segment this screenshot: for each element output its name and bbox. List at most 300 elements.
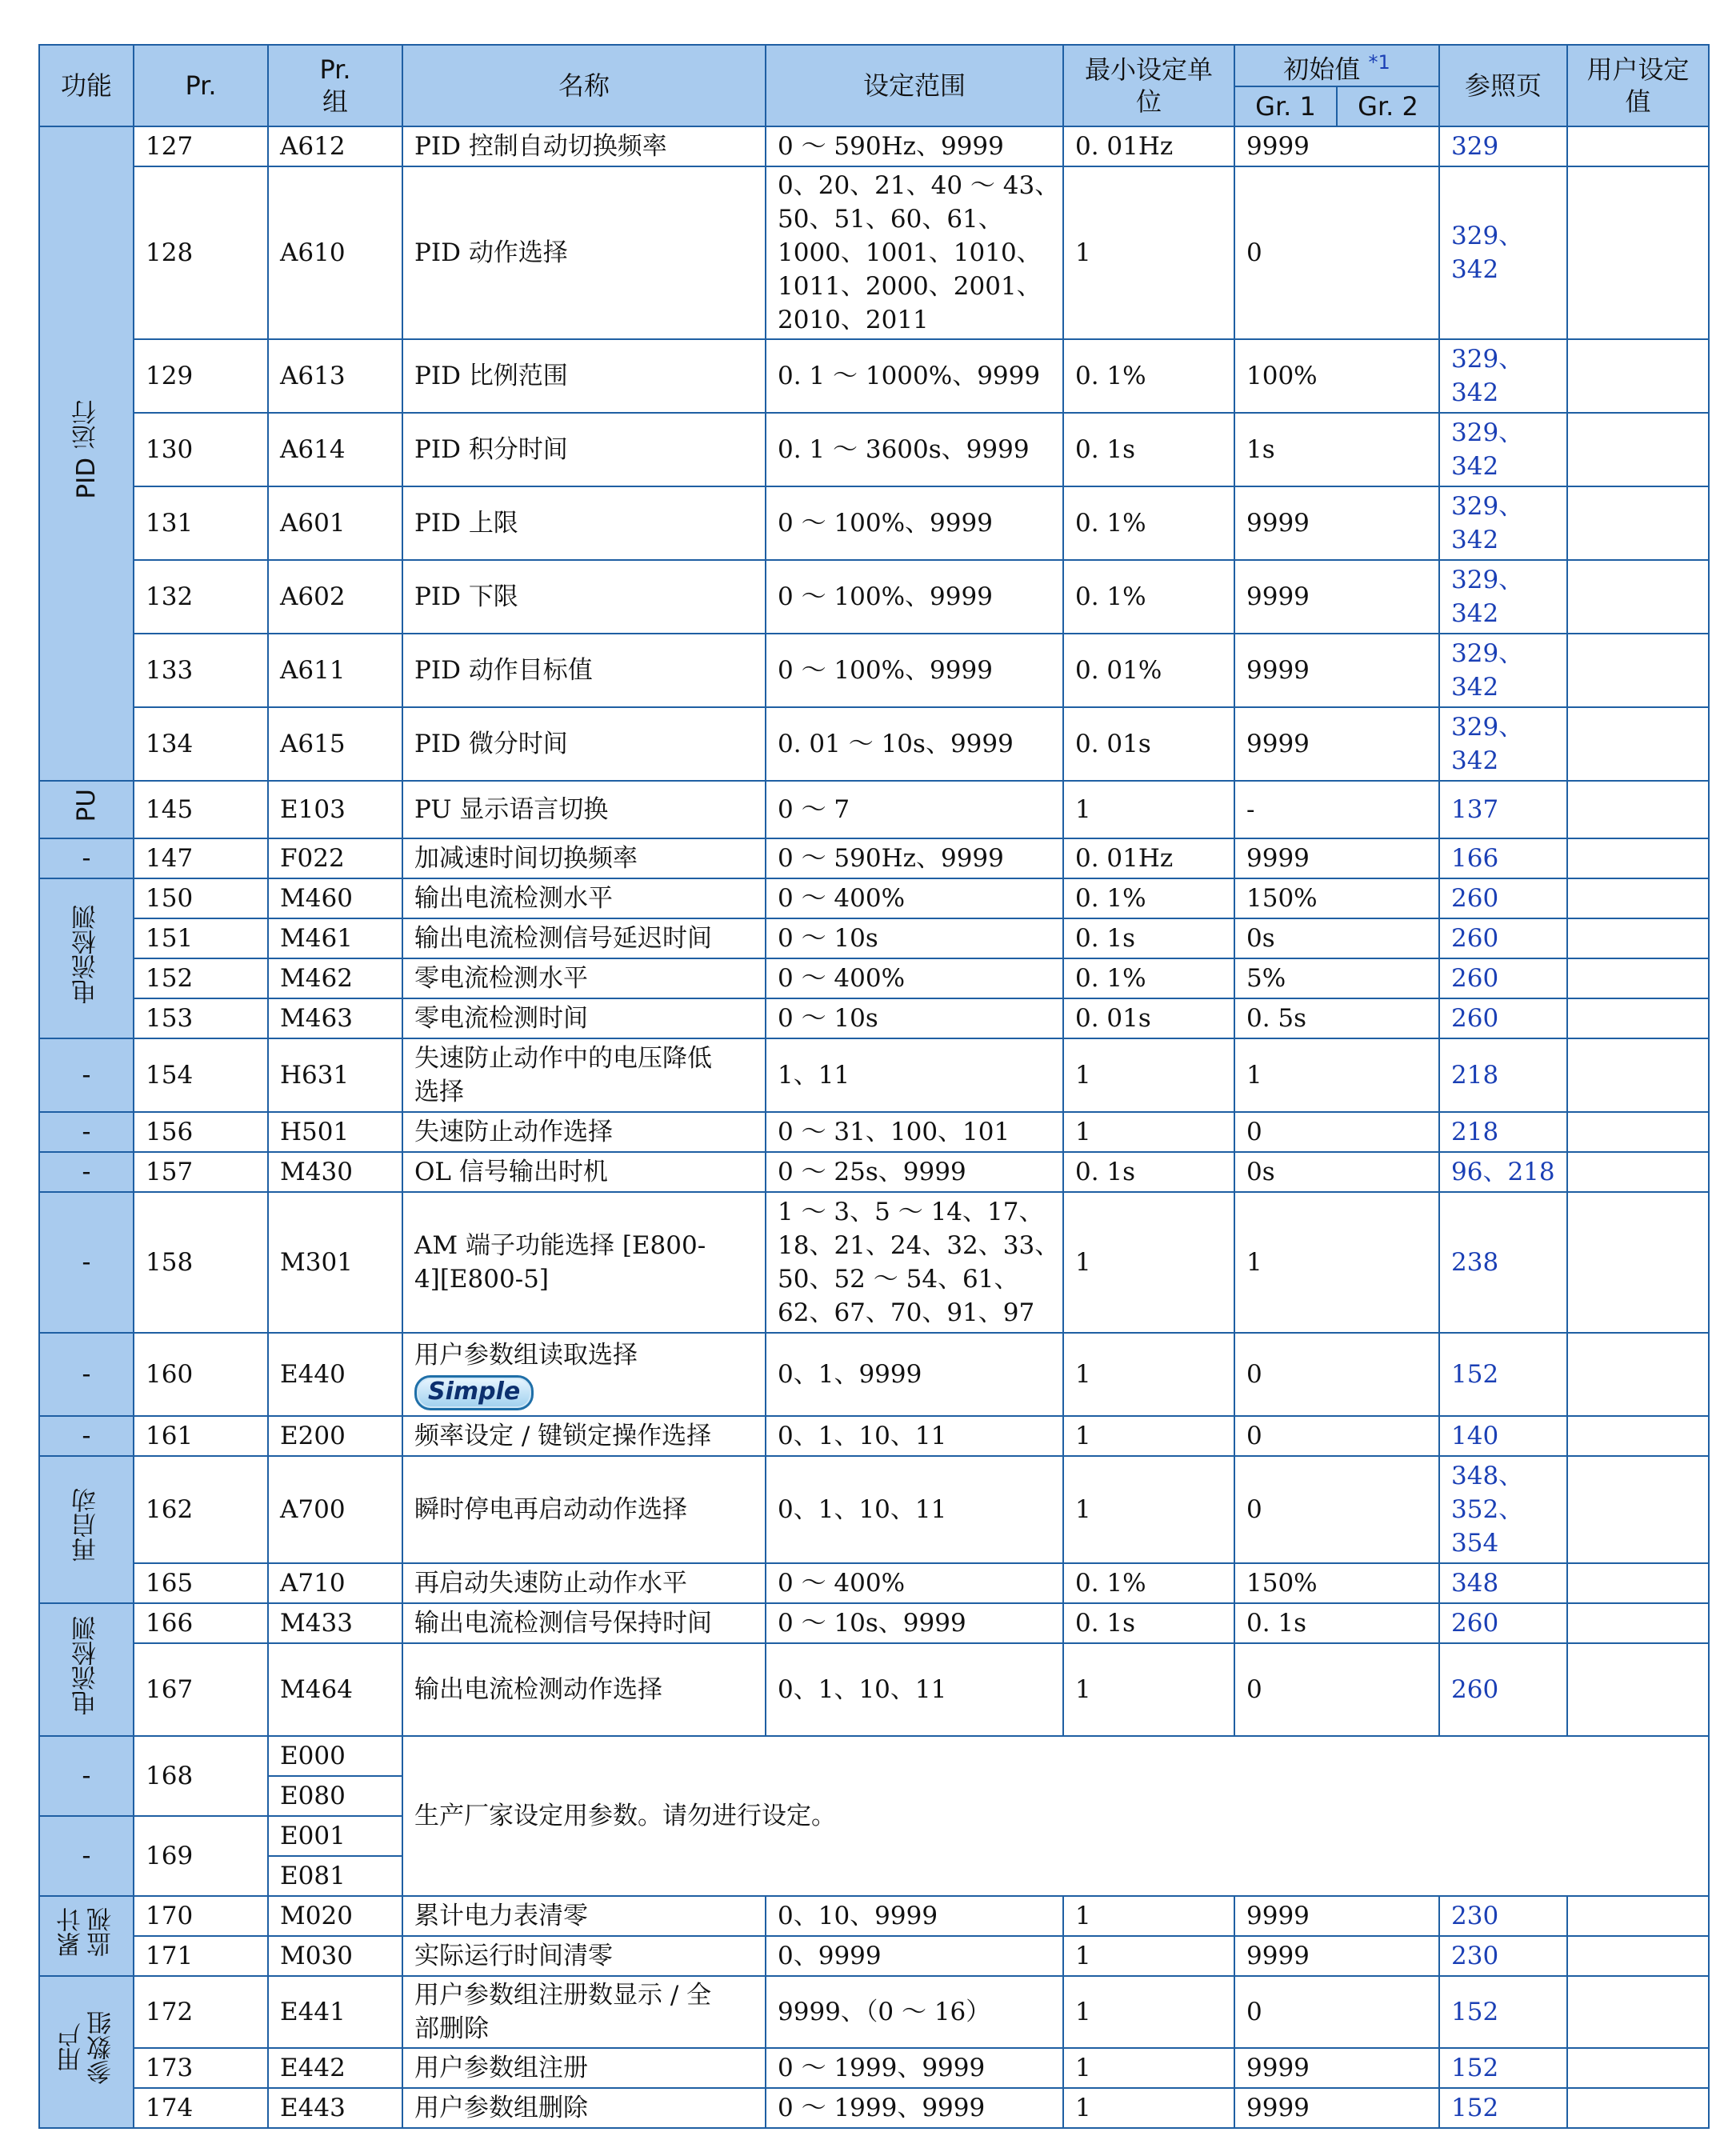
cell-user [1567, 634, 1709, 707]
cell-grp: M463 [268, 998, 402, 1038]
cell-name: 频率设定 / 键锁定操作选择 [402, 1416, 766, 1456]
cell-ref-link[interactable]: 166 [1439, 838, 1567, 878]
cell-unit: 1 [1063, 2048, 1234, 2088]
cell-range: 0、1、10、11 [766, 1456, 1063, 1563]
table-row [39, 1896, 1709, 1936]
cell-user [1567, 958, 1709, 998]
cell-name: 再启动失速防止动作水平 [402, 1563, 766, 1603]
cell-grp: A614 [268, 413, 402, 486]
cell-pr: 158 [134, 1192, 268, 1333]
group-label: 电流检测 [72, 904, 101, 1004]
cell-user [1567, 560, 1709, 634]
cell-unit: 0. 1% [1063, 339, 1234, 413]
cell-name [402, 1333, 766, 1416]
group-dash: - [39, 1736, 134, 1816]
cell-user [1567, 339, 1709, 413]
table-row [39, 781, 1709, 838]
group-dash: - [39, 1416, 134, 1456]
cell-grp: E442 [268, 2048, 402, 2088]
cell-ref-link[interactable]: 329、 342 [1439, 413, 1567, 486]
cell-init: 0 [1234, 1976, 1439, 2048]
table-row [39, 1936, 1709, 1976]
cell-ref-link[interactable]: 260 [1439, 1643, 1567, 1736]
simple-mode-badge: Simple [414, 1375, 534, 1410]
table-row [39, 2088, 1709, 2128]
header-initial-label: 初始值 [1283, 54, 1361, 85]
parameter-table-wrapper [38, 44, 1708, 2129]
cell-grp: A615 [268, 707, 402, 781]
cell-ref-link[interactable]: 152 [1439, 1333, 1567, 1416]
cell-name: PID 比例范围 [402, 339, 766, 413]
cell-init: 9999 [1234, 707, 1439, 781]
table-row [39, 2048, 1709, 2088]
cell-ref-link[interactable]: 152 [1439, 1976, 1567, 2048]
cell-pr: 156 [134, 1112, 268, 1152]
table-row [39, 126, 1709, 166]
cell-ref-link[interactable]: 218 [1439, 1038, 1567, 1112]
cell-name: PID 动作选择 [402, 166, 766, 339]
cell-name: 用户参数组删除 [402, 2088, 766, 2128]
cell-user [1567, 1603, 1709, 1643]
cell-name: 用户参数组注册 [402, 2048, 766, 2088]
cell-name-text: 用户参数组读取选择 [414, 1341, 638, 1370]
cell-grp: M301 [268, 1192, 402, 1333]
group-accum [39, 1896, 134, 1976]
cell-name: 用户参数组注册数显示 / 全 部删除 [402, 1976, 766, 2048]
cell-init: - [1234, 781, 1439, 838]
group-current [39, 878, 134, 1038]
cell-pr: 161 [134, 1416, 268, 1456]
cell-range: 0 ～ 100%、9999 [766, 634, 1063, 707]
header-initial [1234, 45, 1439, 86]
cell-ref-link[interactable]: 329、 342 [1439, 707, 1567, 781]
table-row [39, 1152, 1709, 1192]
cell-range: 0、1、10、11 [766, 1416, 1063, 1456]
cell-unit: 0. 1s [1063, 413, 1234, 486]
cell-user [1567, 781, 1709, 838]
cell-user [1567, 1976, 1709, 2048]
table-row [39, 339, 1709, 413]
table-row [39, 838, 1709, 878]
cell-init: 0 [1234, 1333, 1439, 1416]
header-gr1: Gr. 1 [1234, 86, 1337, 126]
cell-unit: 0. 01s [1063, 998, 1234, 1038]
cell-ref-link[interactable]: 260 [1439, 918, 1567, 958]
table-row [39, 486, 1709, 560]
cell-user [1567, 1112, 1709, 1152]
cell-ref-link[interactable]: 329、 342 [1439, 166, 1567, 339]
group-label: 累计 监视 [57, 1906, 116, 1957]
cell-grp: M462 [268, 958, 402, 998]
cell-name: PID 动作目标值 [402, 634, 766, 707]
group-restart [39, 1456, 134, 1603]
cell-name: 零电流检测水平 [402, 958, 766, 998]
cell-user [1567, 1896, 1709, 1936]
table-row [39, 1333, 1709, 1416]
header-user: 用户设定 值 [1567, 45, 1709, 126]
cell-name: 加减速时间切换频率 [402, 838, 766, 878]
cell-init: 1 [1234, 1192, 1439, 1333]
cell-grp: M464 [268, 1643, 402, 1736]
cell-range: 0、20、21、40 ～ 43、 50、51、60、61、 1000、1001、1010、 1011、2000、2001、 2010、2011 [766, 166, 1063, 339]
cell-name: 累计电力表清零 [402, 1896, 766, 1936]
cell-init: 1 [1234, 1038, 1439, 1112]
cell-unit: 0. 01Hz [1063, 126, 1234, 166]
cell-range: 1 ～ 3、5 ～ 14、17、 18、21、24、32、33、 50、52 ～ 54、61、 62、67、70、91、97 [766, 1192, 1063, 1333]
header-row [39, 45, 1709, 86]
cell-pr: 160 [134, 1333, 268, 1416]
table-row [39, 1112, 1709, 1152]
cell-name: PID 积分时间 [402, 413, 766, 486]
table-row [39, 413, 1709, 486]
cell-ref-link[interactable]: 329、 342 [1439, 339, 1567, 413]
cell-unit: 0. 1% [1063, 1563, 1234, 1603]
table-row [39, 1038, 1709, 1112]
cell-name: 输出电流检测动作选择 [402, 1643, 766, 1736]
cell-init: 0 [1234, 1456, 1439, 1563]
cell-grp: E200 [268, 1416, 402, 1456]
cell-ref-link[interactable]: 329、 342 [1439, 634, 1567, 707]
cell-pr: 151 [134, 918, 268, 958]
cell-init: 0 [1234, 1112, 1439, 1152]
cell-unit: 0. 1% [1063, 560, 1234, 634]
cell-range: 0、1、9999 [766, 1333, 1063, 1416]
cell-grp: E001 [268, 1816, 402, 1856]
table-row [39, 560, 1709, 634]
table-row [39, 707, 1709, 781]
group-dash: - [39, 1192, 134, 1333]
cell-unit: 0. 1% [1063, 878, 1234, 918]
table-row [39, 1736, 1709, 1776]
cell-ref-link[interactable]: 260 [1439, 998, 1567, 1038]
cell-ref-link[interactable]: 96、218 [1439, 1152, 1567, 1192]
cell-pr: 150 [134, 878, 268, 918]
cell-grp: M433 [268, 1603, 402, 1643]
cell-grp: H631 [268, 1038, 402, 1112]
cell-range: 0 ～ 10s [766, 998, 1063, 1038]
cell-init: 150% [1234, 1563, 1439, 1603]
cell-range: 1、11 [766, 1038, 1063, 1112]
cell-grp: A601 [268, 486, 402, 560]
cell-name: PU 显示语言切换 [402, 781, 766, 838]
cell-range: 0 ～ 400% [766, 1563, 1063, 1603]
table-row [39, 1416, 1709, 1456]
cell-user [1567, 998, 1709, 1038]
cell-unit: 1 [1063, 166, 1234, 339]
table-row [39, 958, 1709, 998]
cell-grp: A612 [268, 126, 402, 166]
cell-name: 失速防止动作中的电压降低 选择 [402, 1038, 766, 1112]
cell-ref-link[interactable]: 152 [1439, 2048, 1567, 2088]
table-row [39, 1976, 1709, 2048]
cell-unit: 0. 1% [1063, 958, 1234, 998]
group-dash: - [39, 1112, 134, 1152]
cell-grp: E441 [268, 1976, 402, 2048]
table-row [39, 1456, 1709, 1563]
group-label: 电流检测 [72, 1615, 101, 1715]
cell-pr: 167 [134, 1643, 268, 1736]
cell-name: 输出电流检测水平 [402, 878, 766, 918]
cell-ref-link[interactable]: 329、 342 [1439, 560, 1567, 634]
cell-pr: 174 [134, 2088, 268, 2128]
cell-ref-link[interactable]: 329 [1439, 126, 1567, 166]
cell-init: 100% [1234, 339, 1439, 413]
cell-init: 150% [1234, 878, 1439, 918]
table-row [39, 1192, 1709, 1333]
cell-ref-link[interactable]: 260 [1439, 1603, 1567, 1643]
cell-init: 9999 [1234, 2088, 1439, 2128]
cell-ref-link[interactable]: 230 [1439, 1896, 1567, 1936]
cell-user [1567, 413, 1709, 486]
cell-user [1567, 1416, 1709, 1456]
cell-init: 0 [1234, 1643, 1439, 1736]
cell-grp: H501 [268, 1112, 402, 1152]
cell-unit: 0. 01% [1063, 634, 1234, 707]
group-current-2 [39, 1603, 134, 1736]
cell-pr: 153 [134, 998, 268, 1038]
group-dash: - [39, 1333, 134, 1416]
cell-grp: E081 [268, 1856, 402, 1896]
cell-user [1567, 166, 1709, 339]
cell-range: 0、10、9999 [766, 1896, 1063, 1936]
group-dash: - [39, 1152, 134, 1192]
cell-init: 9999 [1234, 126, 1439, 166]
cell-ref-link[interactable]: 260 [1439, 958, 1567, 998]
cell-grp: A700 [268, 1456, 402, 1563]
header-func: 功能 [39, 45, 134, 126]
cell-grp: E440 [268, 1333, 402, 1416]
cell-grp: M020 [268, 1896, 402, 1936]
cell-init: 9999 [1234, 560, 1439, 634]
cell-pr: 168 [134, 1736, 268, 1816]
cell-unit: 1 [1063, 1643, 1234, 1736]
cell-pr: 131 [134, 486, 268, 560]
group-pid [39, 126, 134, 781]
cell-name: AM 端子功能选择 [E800- 4][E800-5] [402, 1192, 766, 1333]
cell-grp: A710 [268, 1563, 402, 1603]
cell-user [1567, 2088, 1709, 2128]
cell-range: 0 ～ 1999、9999 [766, 2088, 1063, 2128]
cell-name: 输出电流检测信号延迟时间 [402, 918, 766, 958]
cell-ref-link[interactable]: 260 [1439, 878, 1567, 918]
cell-user [1567, 1563, 1709, 1603]
cell-grp: A602 [268, 560, 402, 634]
cell-ref-link[interactable]: 137 [1439, 781, 1567, 838]
cell-unit: 1 [1063, 1192, 1234, 1333]
cell-range: 0. 1 ～ 3600s、9999 [766, 413, 1063, 486]
cell-unit: 0. 1s [1063, 1152, 1234, 1192]
cell-pr: 147 [134, 838, 268, 878]
cell-user [1567, 1643, 1709, 1736]
cell-grp: M430 [268, 1152, 402, 1192]
table-row [39, 918, 1709, 958]
table-row [39, 634, 1709, 707]
cell-range: 0 ～ 400% [766, 958, 1063, 998]
cell-range: 0. 01 ～ 10s、9999 [766, 707, 1063, 781]
cell-name: 瞬时停电再启动动作选择 [402, 1456, 766, 1563]
group-dash: - [39, 1816, 134, 1896]
cell-grp: M030 [268, 1936, 402, 1976]
cell-pr: 129 [134, 339, 268, 413]
cell-range: 0 ～ 25s、9999 [766, 1152, 1063, 1192]
cell-pr: 134 [134, 707, 268, 781]
cell-pr: 162 [134, 1456, 268, 1563]
cell-range: 0 ～ 7 [766, 781, 1063, 838]
cell-range: 0、1、10、11 [766, 1643, 1063, 1736]
cell-user [1567, 1192, 1709, 1333]
cell-pr: 152 [134, 958, 268, 998]
cell-range: 0 ～ 590Hz、9999 [766, 838, 1063, 878]
cell-unit: 1 [1063, 1936, 1234, 1976]
cell-ref-link[interactable]: 140 [1439, 1416, 1567, 1456]
cell-user [1567, 838, 1709, 878]
cell-init: 9999 [1234, 1936, 1439, 1976]
group-label: PU [72, 788, 101, 822]
cell-pr: 171 [134, 1936, 268, 1976]
cell-unit: 1 [1063, 1456, 1234, 1563]
cell-user [1567, 707, 1709, 781]
cell-unit: 0. 01Hz [1063, 838, 1234, 878]
cell-name: 输出电流检测信号保持时间 [402, 1603, 766, 1643]
cell-pr: 157 [134, 1152, 268, 1192]
cell-user [1567, 1038, 1709, 1112]
cell-unit: 0. 01s [1063, 707, 1234, 781]
cell-grp: E103 [268, 781, 402, 838]
cell-pr: 166 [134, 1603, 268, 1643]
cell-name: 零电流检测时间 [402, 998, 766, 1038]
cell-init: 0. 1s [1234, 1603, 1439, 1643]
cell-name: 实际运行时间清零 [402, 1936, 766, 1976]
cell-unit: 1 [1063, 781, 1234, 838]
cell-grp: M460 [268, 878, 402, 918]
cell-name: 失速防止动作选择 [402, 1112, 766, 1152]
cell-range: 0 ～ 400% [766, 878, 1063, 918]
cell-unit: 0. 1% [1063, 486, 1234, 560]
cell-grp: A613 [268, 339, 402, 413]
cell-ref-link[interactable]: 218 [1439, 1112, 1567, 1152]
cell-grp: M461 [268, 918, 402, 958]
group-dash: - [39, 838, 134, 878]
cell-init: 0s [1234, 918, 1439, 958]
cell-user [1567, 1456, 1709, 1563]
cell-unit: 0. 1s [1063, 1603, 1234, 1643]
group-label: PID 运行 [72, 399, 101, 499]
cell-pr: 133 [134, 634, 268, 707]
cell-pr: 165 [134, 1563, 268, 1603]
cell-init: 5% [1234, 958, 1439, 998]
group-pu [39, 781, 134, 838]
cell-init: 9999 [1234, 2048, 1439, 2088]
header-range: 设定范围 [766, 45, 1063, 126]
cell-name: PID 微分时间 [402, 707, 766, 781]
cell-range: 0 ～ 1999、9999 [766, 2048, 1063, 2088]
cell-unit: 1 [1063, 1112, 1234, 1152]
group-label: 用户 参数组 [57, 2010, 116, 2085]
group-dash: - [39, 1038, 134, 1112]
header-min-unit: 最小设定单 位 [1063, 45, 1234, 126]
cell-pr: 169 [134, 1816, 268, 1896]
cell-grp: E443 [268, 2088, 402, 2128]
cell-user [1567, 126, 1709, 166]
table-row [39, 998, 1709, 1038]
cell-pr: 127 [134, 126, 268, 166]
cell-ref-link[interactable]: 329、 342 [1439, 486, 1567, 560]
cell-grp: A611 [268, 634, 402, 707]
cell-user [1567, 2048, 1709, 2088]
cell-grp: E080 [268, 1776, 402, 1816]
cell-ref-link[interactable]: 230 [1439, 1936, 1567, 1976]
cell-unit: 1 [1063, 1976, 1234, 2048]
cell-pr: 128 [134, 166, 268, 339]
cell-pr: 170 [134, 1896, 268, 1936]
header-pr: Pr. [134, 45, 268, 126]
cell-range: 0 ～ 10s [766, 918, 1063, 958]
cell-unit: 1 [1063, 1333, 1234, 1416]
maker-note: 生产厂家设定用参数。请勿进行设定。 [402, 1736, 1709, 1896]
group-user-params [39, 1976, 134, 2128]
cell-range: 0 ～ 100%、9999 [766, 560, 1063, 634]
cell-range: 0、9999 [766, 1936, 1063, 1976]
header-ref: 参照页 [1439, 45, 1567, 126]
cell-ref-link[interactable]: 152 [1439, 2088, 1567, 2128]
cell-init: 0 [1234, 166, 1439, 339]
footnote-mark[interactable]: *1 [1368, 50, 1390, 74]
cell-user [1567, 486, 1709, 560]
cell-pr: 130 [134, 413, 268, 486]
cell-range: 0. 1 ～ 1000%、9999 [766, 339, 1063, 413]
cell-init: 9999 [1234, 1896, 1439, 1936]
cell-init: 0 [1234, 1416, 1439, 1456]
cell-init: 9999 [1234, 486, 1439, 560]
cell-init: 0. 5s [1234, 998, 1439, 1038]
cell-range: 0 ～ 100%、9999 [766, 486, 1063, 560]
cell-pr: 173 [134, 2048, 268, 2088]
cell-unit: 0. 1s [1063, 918, 1234, 958]
cell-init: 9999 [1234, 634, 1439, 707]
cell-user [1567, 918, 1709, 958]
cell-init: 0s [1234, 1152, 1439, 1192]
cell-ref-link[interactable]: 238 [1439, 1192, 1567, 1333]
cell-grp: E000 [268, 1736, 402, 1776]
cell-unit: 1 [1063, 1038, 1234, 1112]
cell-init: 9999 [1234, 838, 1439, 878]
parameter-table [38, 44, 1710, 2129]
table-row [39, 166, 1709, 339]
group-label: 再启动 [72, 1488, 101, 1562]
cell-init: 1s [1234, 413, 1439, 486]
table-row [39, 1643, 1709, 1736]
cell-user [1567, 1152, 1709, 1192]
cell-user [1567, 1936, 1709, 1976]
cell-range: 9999、（0 ～ 16） [766, 1976, 1063, 2048]
cell-user [1567, 878, 1709, 918]
table-body [39, 126, 1709, 2128]
cell-pr: 132 [134, 560, 268, 634]
table-row [39, 1603, 1709, 1643]
header-pr-group: Pr. 组 [268, 45, 402, 126]
cell-range: 0 ～ 31、100、101 [766, 1112, 1063, 1152]
header-name: 名称 [402, 45, 766, 126]
header-gr2: Gr. 2 [1337, 86, 1439, 126]
cell-pr: 154 [134, 1038, 268, 1112]
cell-name: PID 下限 [402, 560, 766, 634]
cell-unit: 1 [1063, 2088, 1234, 2128]
cell-pr: 172 [134, 1976, 268, 2048]
cell-ref-link[interactable]: 348 [1439, 1563, 1567, 1603]
cell-ref-link[interactable]: 348、 352、 354 [1439, 1456, 1567, 1563]
cell-user [1567, 1333, 1709, 1416]
cell-name: OL 信号输出时机 [402, 1152, 766, 1192]
